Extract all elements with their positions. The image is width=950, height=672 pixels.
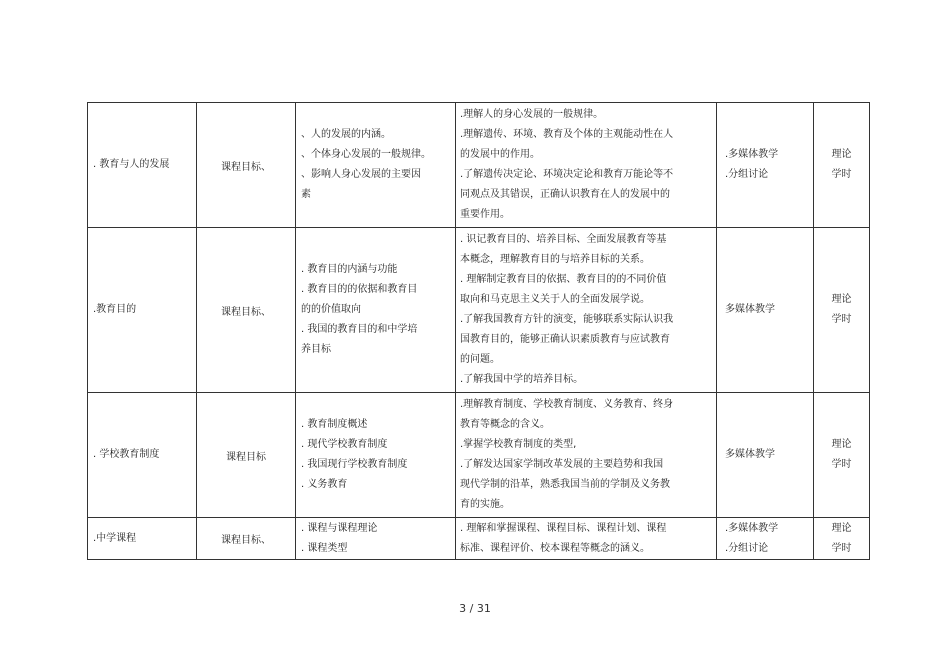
hours-line: 理论 [831, 149, 852, 160]
topic-cell [88, 228, 197, 393]
requirement-line: . 识记教育目的、培养目标、全面发展教育等基 [460, 234, 667, 245]
hours-cell [814, 228, 870, 393]
requirement-line: 现代学制的沿革，熟悉我国当前的学制及义务教 [460, 479, 670, 490]
requirement-line: 同观点及其错误，正确认识教育在人的发展中的 [460, 189, 670, 200]
content-line: 、影响人身心发展的主要因 [301, 169, 421, 180]
requirement-line: .了解遗传决定论、环境决定论和教育万能论等不 [460, 169, 674, 180]
content-line: . 我国的教育目的和中学培 [301, 324, 418, 335]
requirement-line: 的发展中的作用。 [460, 149, 540, 160]
goal-cell [197, 393, 296, 518]
topic-cell [88, 518, 197, 560]
topic-text: .中学课程 [93, 532, 137, 544]
content-line: 素 [301, 189, 311, 200]
method-cell [717, 518, 814, 560]
requirement-line: . 理解制定教育目的依据、教育目的的不同价值 [460, 274, 667, 285]
table-row [88, 103, 870, 228]
requirement-line: 本概念，理解教育目的与培养目标的关系。 [460, 254, 650, 265]
method-line: .多媒体教学 [725, 149, 779, 160]
hours-line: 理论 [831, 439, 852, 450]
requirement-line: .了解我国教育方针的演变，能够联系实际认识我 [460, 314, 674, 325]
hours-line: 学时 [831, 459, 852, 470]
content-line: . 教育制度概述 [301, 419, 368, 430]
content-line: . 义务教育 [301, 479, 348, 490]
content-line: . 教育目的的依据和教育目 [301, 284, 418, 295]
topic-cell [88, 103, 197, 228]
method-line: 多媒体教学 [725, 304, 775, 315]
requirement-line: 标准、课程评价、校本课程等概念的涵义。 [460, 542, 650, 554]
content-line: . 课程与课程理论 [301, 522, 378, 534]
requirement-line: .理解教育制度、学校教育制度、义务教育、终身 [460, 399, 674, 410]
content-line: 的的价值取向 [301, 304, 361, 315]
requirement-line: 国教育目的，能够正确认识素质教育与应试教育 [460, 334, 670, 345]
requirement-line: .了解我国中学的培养目标。 [460, 374, 584, 385]
goal-text: 课程目标、 [221, 306, 271, 318]
content-line: 养目标 [301, 344, 331, 355]
requirement-line: 的问题。 [460, 354, 500, 365]
requirement-line: .掌握学校教育制度的类型, [460, 439, 577, 450]
goal-text: 课程目标、 [221, 535, 271, 546]
content-line: . 现代学校教育制度 [301, 439, 388, 450]
content-line: . 我国现行学校教育制度 [301, 459, 408, 470]
method-line: .多媒体教学 [725, 522, 779, 534]
hours-line: 理论 [831, 522, 852, 534]
topic-text: . 教育与人的发展 [93, 159, 170, 170]
content-line: 、个体身心发展的一般规律。 [301, 149, 431, 160]
goal-text: 课程目标、 [221, 161, 271, 173]
hours-line: 学时 [831, 169, 852, 180]
goal-cell [197, 103, 296, 228]
goal-cell [197, 228, 296, 393]
topic-cell [88, 393, 197, 518]
requirement-line: 重要作用。 [460, 209, 510, 220]
hours-cell [814, 393, 870, 518]
table-row [88, 228, 870, 393]
requirement-line: .了解发达国家学制改革发展的主要趋势和我国 [460, 459, 664, 470]
syllabus-table [87, 102, 870, 560]
topic-text: . 学校教育制度 [93, 449, 160, 460]
requirements-cell [456, 393, 717, 518]
content-cell [296, 518, 456, 560]
table-row [88, 518, 870, 560]
method-cell [717, 393, 814, 518]
requirements-cell [456, 103, 717, 228]
goal-text: 课程目标 [226, 451, 266, 463]
content-cell [296, 393, 456, 518]
method-line: .分组讨论 [725, 542, 769, 554]
requirement-line: . 理解和掌握课程、课程目标、课程计划、课程 [460, 522, 667, 534]
requirement-line: 教育等概念的含义。 [460, 419, 550, 430]
topic-text: .教育目的 [93, 304, 137, 315]
content-cell [296, 103, 456, 228]
hours-cell [814, 103, 870, 228]
goal-cell [197, 518, 296, 560]
method-cell [717, 228, 814, 393]
method-line: 多媒体教学 [725, 449, 775, 460]
method-cell [717, 103, 814, 228]
method-line: .分组讨论 [725, 169, 769, 180]
requirement-line: 育的实施。 [460, 499, 510, 510]
page-number: 3 / 31 [459, 602, 491, 615]
requirement-line: .理解遗传、环境、教育及个体的主观能动性在人 [460, 129, 674, 140]
requirement-line: 取向和马克思主义关于人的全面发展学说。 [460, 294, 650, 305]
hours-line: 学时 [831, 542, 852, 554]
hours-line: 学时 [831, 314, 852, 325]
hours-cell [814, 518, 870, 560]
hours-line: 理论 [831, 294, 852, 305]
content-cell [296, 228, 456, 393]
content-line: . 课程类型 [301, 542, 348, 554]
requirements-cell [456, 518, 717, 560]
requirements-cell [456, 228, 717, 393]
requirement-line: .理解人的身心发展的一般规律。 [460, 109, 604, 120]
content-line: . 教育目的内涵与功能 [301, 264, 398, 275]
table-row [88, 393, 870, 518]
content-line: 、人的发展的内涵。 [301, 129, 391, 140]
